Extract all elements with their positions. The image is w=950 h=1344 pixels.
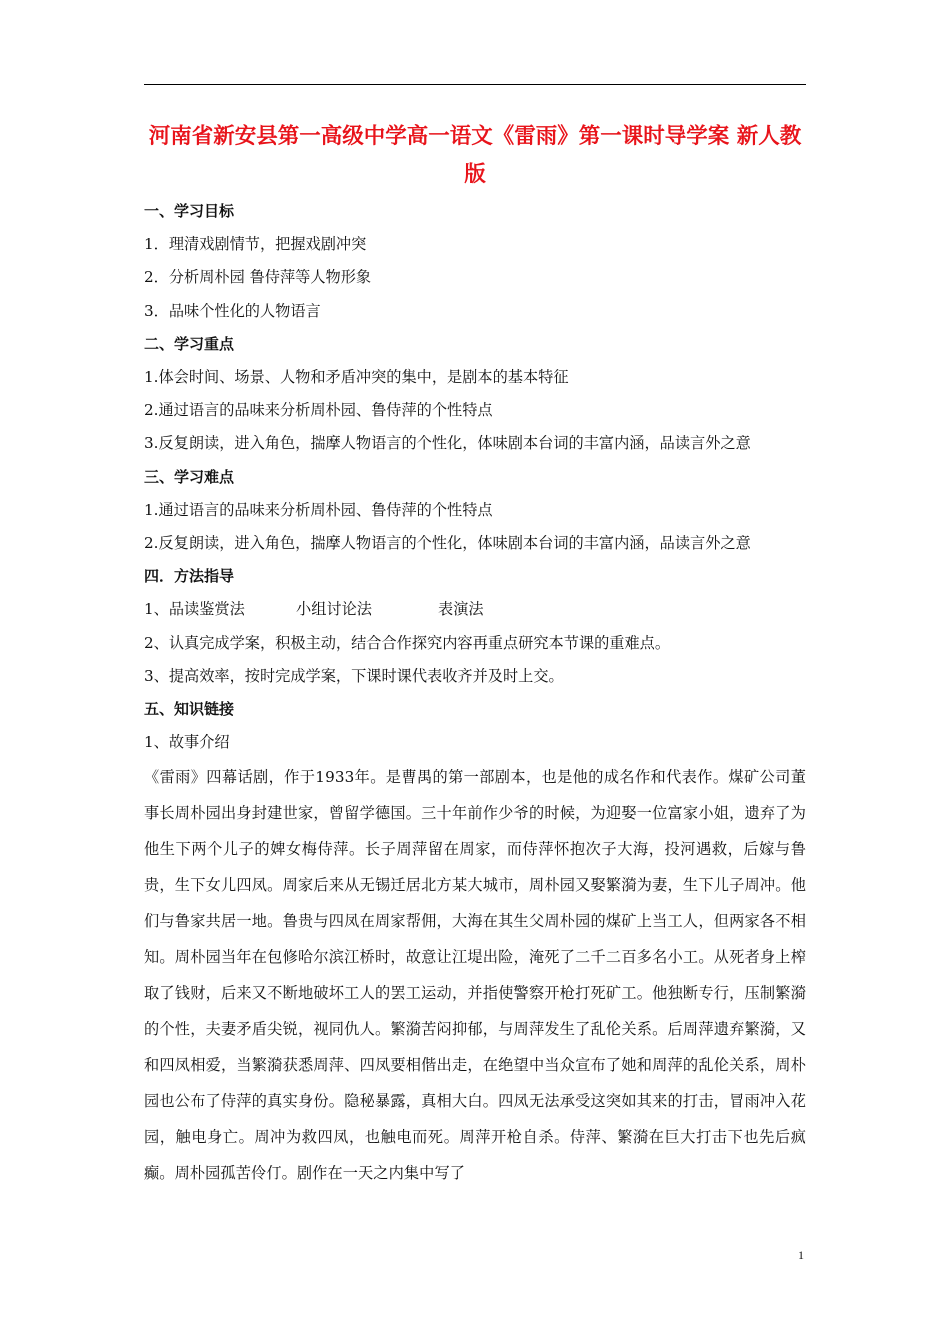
method-performance: 表演法 (438, 600, 484, 619)
key-point-item: 3.反复朗读，进入角色，揣摩人物语言的个性化，体味剧本台词的丰富内涵，品读言外之意 (144, 434, 751, 453)
goal-item: 2．分析周朴园 鲁侍萍等人物形象 (144, 268, 372, 287)
section-heading-goals: 一、学习目标 (144, 202, 235, 220)
story-paragraph: 《雷雨》四幕话剧，作于1933年。是曹禺的第一部剧本，也是他的成名作和代表作。煤矿公司董事长周朴园出身封建世家，曾留学德国。三十年前作少爷的时候，为迎娶一位富家小姐，遗弃了为他生下两个儿子的婢女梅侍萍。长子周萍留在周家，而侍萍怀抱次子大海，投河遇救，后嫁与鲁贵，生下女儿四凤。周家后来从无锡迁居北方某大城市，周朴园又娶繁漪为妻，生下儿子周冲。他们与鲁家共居一地。鲁贵与四凤在周家帮佣，大海在其生父周朴园的煤矿上当工人，但两家各不相知。周朴园当年在包修哈尔滨江桥时，故意让江堤出险，淹死了二千二百多名小工。从死者身上榨取了钱财，后来又不断地破坏工人的罢工运动，并指使警察开枪打死矿工。他独断专行，压制繁漪的个性，夫妻矛盾尖锐，视同仇人。繁漪苦闷抑郁，与周萍发生了乱伦关系。后周萍遗弃繁漪，又和四凤相爱，当繁漪获悉周萍、四凤要相偕出走，在绝望中当众宣布了她和周萍的乱伦关系，周朴园也公布了侍萍的真实身份。隐秘暴露，真相大白。四凤无法承受这突如其来的打击，冒雨冲入花园，触电身亡。周冲为救四凤，也触电而死。周萍开枪自杀。侍萍、繁漪在巨大打击下也先后疯癫。周朴园孤苦伶仃。剧作在一天之内集中写了 (144, 768, 806, 1183)
goal-item: 3．品味个性化的人物语言 (144, 301, 321, 320)
page-number: 1 (798, 1248, 804, 1262)
key-point-item: 1.体会时间、场景、人物和矛盾冲突的集中，是剧本的基本特征 (144, 368, 569, 387)
method-item-2: 2、认真完成学案，积极主动，结合合作探究内容再重点研究本节课的重难点。 (144, 633, 671, 652)
section-heading-difficulties: 三、学习难点 (144, 467, 235, 486)
key-point-item: 2.通过语言的品味来分析周朴园、鲁侍萍的个性特点 (144, 401, 493, 420)
section-heading-knowledge: 五、知识链接 (144, 700, 235, 719)
goal-item: 1．理清戏剧情节，把握戏剧冲突 (144, 235, 367, 254)
method-reading: 1、品读鉴赏法 (144, 600, 245, 619)
document-title: 河南省新安县第一高级中学高一语文《雷雨》第一课时导学案 新人教版 (148, 124, 802, 187)
method-item-1 (144, 593, 806, 626)
section-heading-key-points: 二、学习重点 (144, 334, 235, 353)
section-heading-methods: 四．方法指导 (144, 567, 235, 586)
document-body (144, 195, 806, 1191)
difficulty-item: 2.反复朗读，进入角色，揣摩人物语言的个性化，体味剧本台词的丰富内涵，品读言外之意 (144, 534, 751, 553)
header-rule (144, 84, 806, 85)
method-item-3: 3、提高效率，按时完成学案，下课时课代表收齐并及时上交。 (144, 666, 564, 685)
difficulty-item: 1.通过语言的品味来分析周朴园、鲁侍萍的个性特点 (144, 500, 493, 519)
knowledge-subheading: 1、故事介绍 (144, 733, 230, 752)
method-discussion: 小组讨论法 (296, 600, 372, 619)
